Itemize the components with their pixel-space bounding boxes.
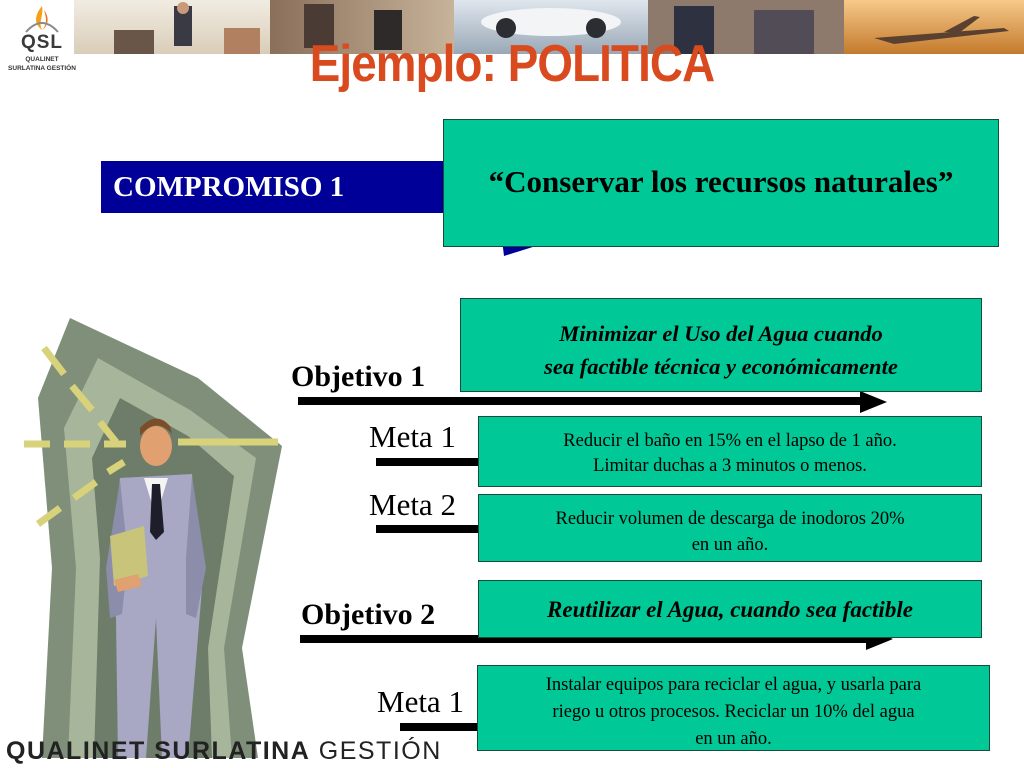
- goal-3-connector: [400, 723, 482, 731]
- goal-1-box: [478, 416, 982, 487]
- objective-1-arrow: [298, 397, 862, 405]
- objective-1-arrowhead: [860, 391, 887, 413]
- goal-3-line: riego u otros procesos. Reciclar un 10% del agua: [552, 702, 915, 722]
- logo-line-1: QUALINET: [25, 56, 59, 63]
- objective-2-box: [478, 580, 982, 638]
- objective-2-line: Reutilizar el Agua, cuando sea factible: [547, 597, 913, 622]
- goal-3-label: Meta 1: [377, 684, 464, 719]
- page-title: Ejemplo: POLITICA: [309, 35, 715, 93]
- goal-1-line: Reducir el baño en 15% en el lapso de 1 año.: [563, 431, 897, 451]
- goal-1-label: Meta 1: [369, 419, 456, 454]
- goal-1-line: Limitar duchas a 3 minutos o menos.: [593, 456, 867, 476]
- goal-1-text: [479, 429, 981, 479]
- footer-brand-regular: GESTIÓN: [318, 737, 442, 765]
- goal-3-line: Instalar equipos para reciclar el agua, y usarla para: [545, 675, 922, 695]
- footer-brand-bold: QUALINET SURLATINA: [6, 737, 311, 765]
- objective-2-label: Objetivo 2: [301, 598, 436, 631]
- goal-3-text: [478, 672, 989, 753]
- businessman-illustration-icon: [20, 318, 300, 758]
- objective-1-label: Objetivo 1: [291, 360, 426, 393]
- goal-2-box: [478, 494, 982, 562]
- goal-3-line: en un año.: [695, 729, 772, 749]
- objective-2-text: [479, 596, 981, 624]
- goal-2-label: Meta 2: [369, 487, 456, 522]
- commitment-label: COMPROMISO 1: [101, 161, 447, 213]
- logo-line-2: SURLATINA GESTIÓN: [8, 65, 76, 72]
- objective-1-box: [460, 298, 982, 392]
- goal-1-connector: [376, 458, 480, 466]
- logo-mark: QSL: [20, 32, 64, 53]
- commitment-statement-box: [443, 119, 999, 247]
- goal-2-text: [479, 506, 981, 558]
- goal-2-line: en un año.: [691, 535, 769, 555]
- goal-2-line: Reducir volumen de descarga de inodoros 20%: [555, 509, 905, 529]
- goal-3-box: [477, 665, 990, 751]
- commitment-statement: “Conservar los recursos naturales”: [488, 164, 954, 199]
- goal-2-connector: [376, 525, 480, 533]
- objective-1-text: [461, 317, 981, 383]
- objective-1-line: Minimizar el Uso del Agua cuando: [559, 321, 883, 346]
- objective-1-line: sea factible técnica y económicamente: [544, 354, 898, 379]
- footer-brand: [6, 737, 442, 767]
